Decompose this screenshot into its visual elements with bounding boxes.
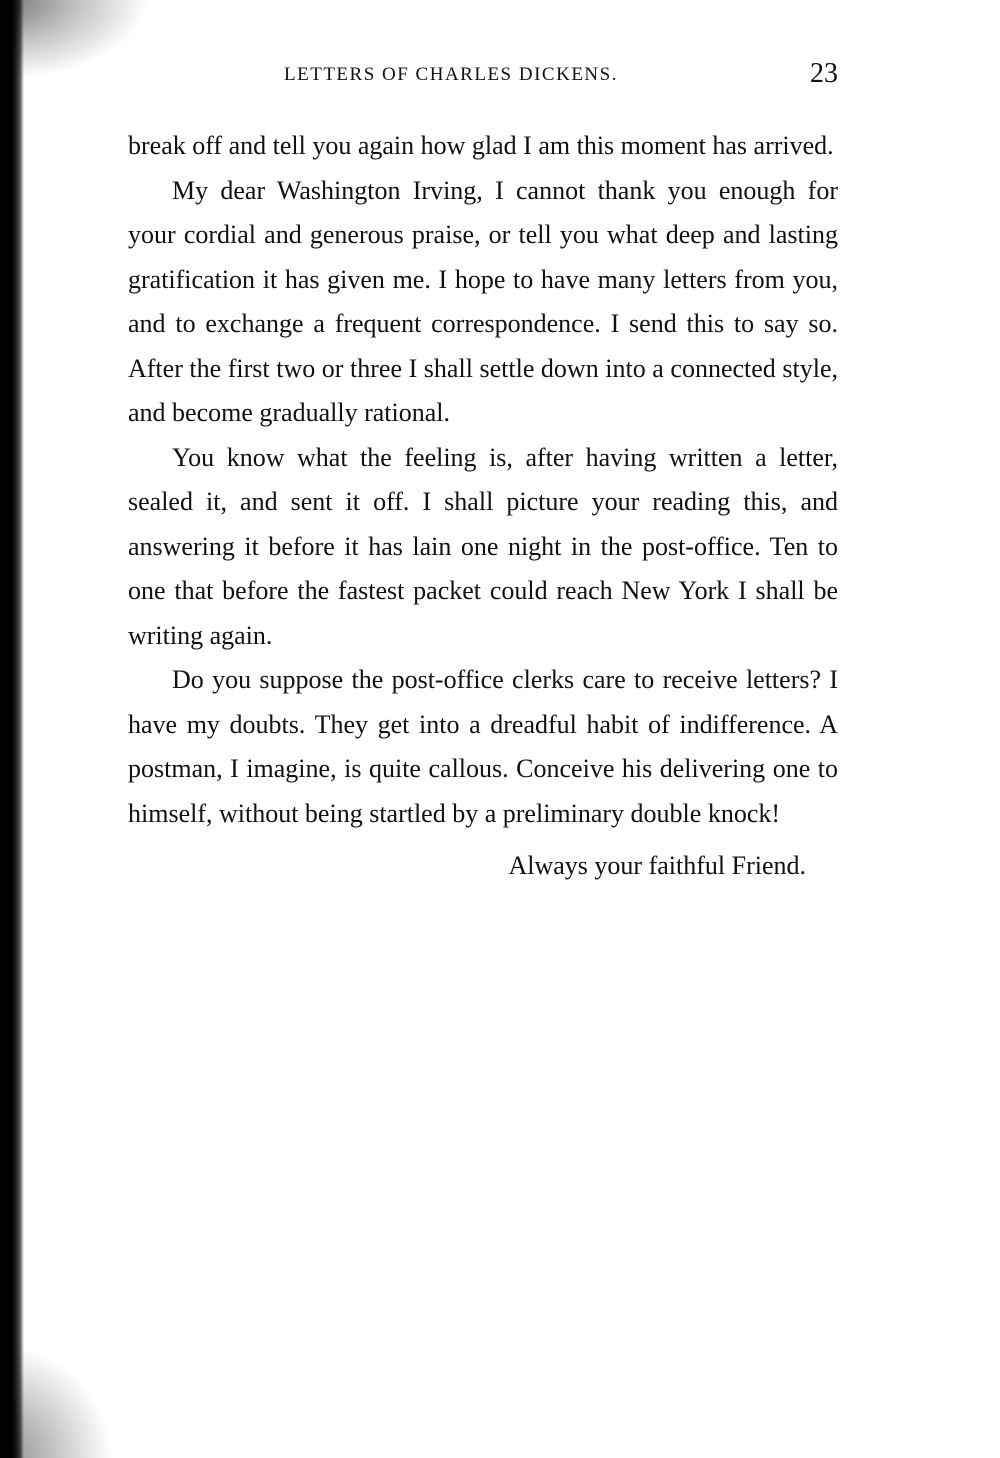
- letter-body: [128, 124, 838, 889]
- paragraph-4: Do you suppose the post-office clerks care to receive letters? I have my doubts. They get into a dreadful habit of indifference. A postman, I imagine, is quite callous. Conceive his delivering one to himself, without being startled by a preliminary double knock!: [128, 665, 838, 828]
- paragraph-1: break off and tell you again how glad I am this moment has arrived.: [128, 131, 834, 160]
- paragraph-3: You know what the feeling is, after having written a letter, sealed it, and sent it off. I shall picture your reading this, and answering it before it has lain one night in the post-office. Ten to one that before the fastest packet could reach New York I shall be writing again.: [128, 442, 838, 650]
- paragraph-2: My dear Washington Irving, I cannot thank you enough for your cordial and generous praise, or tell you what deep and lasting gratification it has given me. I hope to have many letters from you, and to exchange a frequent correspondence. I send this to say so. After the first two or three I shall settle down into a connected style, and become gradually rational.: [128, 175, 838, 427]
- page-header: [128, 58, 838, 94]
- page-number: 23: [810, 58, 838, 89]
- scan-speckle-bottom: [0, 1348, 110, 1458]
- running-title: LETTERS OF CHARLES DICKENS.: [284, 64, 618, 85]
- letter-signoff: Always your faithful Friend.: [508, 851, 806, 880]
- binding-edge-shadow: [0, 0, 24, 1458]
